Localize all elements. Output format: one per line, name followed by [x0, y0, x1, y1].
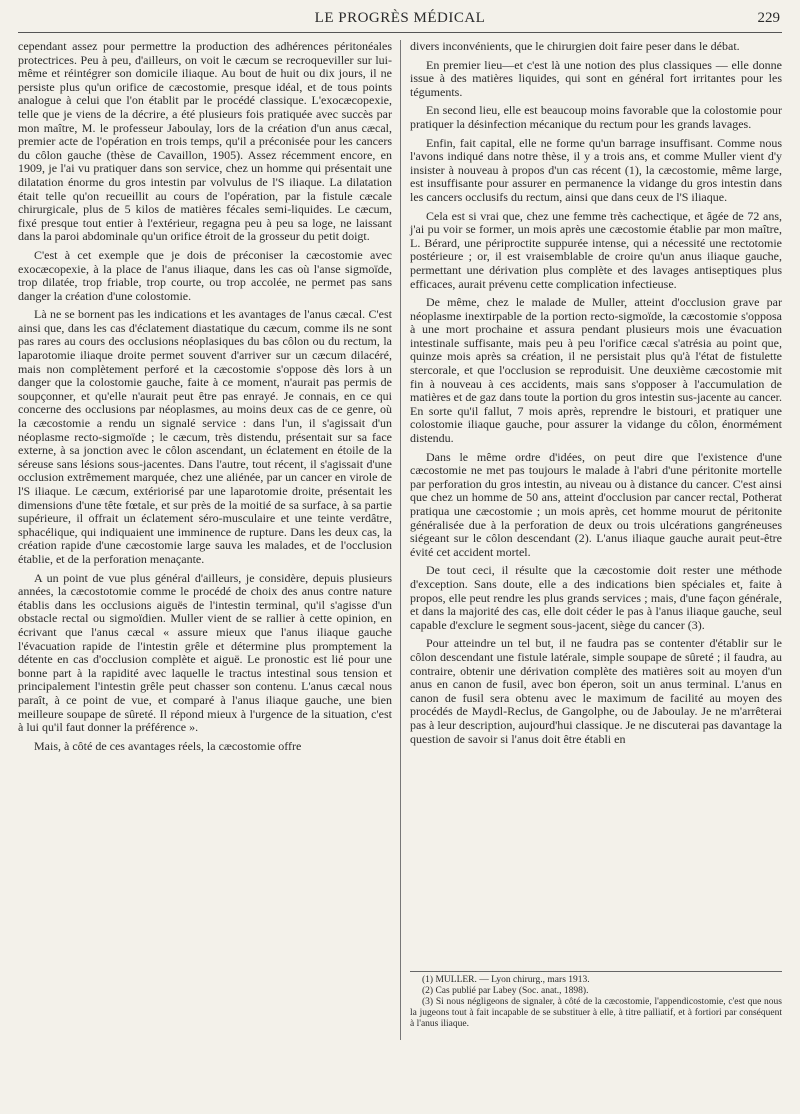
column-divider	[400, 40, 401, 1040]
paragraph: C'est à cet exemple que je dois de préconiser la cæcostomie avec exocæcopexie, à la place de l'anus iliaque, dans les cas où l'anse sigmoïde, trop dilatée, trop friable, trop courte, ou trop accolée, ne permet pas sans danger la création d'une colostomie.	[18, 247, 392, 303]
paragraph: Là ne se bornent pas les indications et les avantages de l'anus cæcal. C'est ainsi que, dans les cas d'éclatement diastatique du cæcum, comme ils ne sont pas rares au cours des occlusions néoplasiques du bas côlon ou du rectum, la laparotomie iliaque droite permet souvent d'arriver sur un cæcum dilacéré, mais non complètement perforé et la cæcostomie s'oppose dès lors à un danger que la colostomie gauche, faite à ce moment, n'aurait pas permis de soupçonner, et qu'elle n'aurait peut être pas enrayé. Je connais, en ce qui concerne des occlusions par néoplasmes, au moins deux cas de ce genre, où la cæcostomie a rendu un signalé service : dans l'un, il s'agissait d'un néoplasme recto-sigmoïde ; le cæcum, très distendu, présentait sur sa face externe, à sa jonction avec le côlon ascendant, un éclatement en étoile de la séreuse sans lésions sous-jacentes. Dans l'autre, tout récent, il s'agissait d'une occlusion extrêmement marquée, chez une aliénée, par un cancer en virole de l'S iliaque. Le cæcum, extériorisé par une laparotomie droite, présentait les dimensions d'une tête fœtale, et sur près de la moitié de sa surface, à sa partie supérieure, il offrait un éclatement séro-musculaire et une teinte verdâtre, sphacélique, qui indiquaient une imminence de rupture. Dans les deux cas, la création rapide d'une cæcostomie large sauva les malades, et de l'occlusion établie, et de la perforation menaçante.	[18, 307, 392, 566]
page-header	[20, 8, 780, 30]
paragraph: Enfin, fait capital, elle ne forme qu'un barrage insuffisant. Comme nous l'avons indiqué dans notre thèse, il y a trois ans, et comme Muller vient d'y insister à nouveau à propos d'un cas récent (1), la cæcostomie, même large, est insuffisante pour assurer en permanence la vidange du gros intestin dans les cancers occlusifs du rectum, ainsi que dans ceux de l'S iliaque.	[410, 135, 782, 204]
paragraph: divers inconvénients, que le chirurgien doit faire peser dans le débat.	[410, 39, 740, 53]
left-column	[18, 40, 392, 753]
paragraph: cependant assez pour permettre la production des adhérences péritonéales protectrices. Peu à peu, d'ailleurs, on voit le cæcum se recroqueviller sur lui-même et réintégrer son domicile iliaque. Au bout de huit ou dix jours, il ne persiste plus qu'un orifice de cæcostomie, presque idéal, et de tous points analogue à celui que l'on établit par le procédé classique. L'exocæcopexie, telle que je viens de la décrire, a été plusieurs fois pratiquée avec succès par mon maître, M. le professeur Jaboulay, lors de la création d'un anus cæcal, premier acte de l'opération en trois temps, qu'il a préconisée pour les cancers du côlon gauche (thèse de Cavaillon, 1905). Assez récemment encore, en 1909, je l'ai vu pratiquer dans son service, chez un homme qui présentait une dilatation énorme du gros intestin par volvulus de l'S iliaque. La dilatation était telle qu'on recueillit au cours de l'opération, par la fistule cæcale chirurgicale, plus de 5 kilos de matières fécales semi-liquides. Le cæcum, fixé presque tout entier à l'extérieur, regagna peu à peu sa loge, ne laissant dans la paroi abdominale qu'un orifice étroit de la grosseur du petit doigt.	[18, 39, 392, 244]
page-number: 229	[757, 10, 780, 26]
paragraph: En premier lieu—et c'est là une notion des plus classiques — elle donne issue à des matières liquides, qui sont en général fort irritantes pour les téguments.	[410, 57, 782, 99]
footnote: (1) MULLER. — Lyon chirurg., mars 1913.	[422, 975, 590, 985]
paragraph: A un point de vue plus général d'ailleurs, je considère, depuis plusieurs années, la cæcostotomie comme le procédé de choix des anus contre nature établis dans les occlusions aiguës de l'intestin terminal, qu'il s'agisse d'un obstacle rectal ou sigmoïdien. Muller vient de se rallier à cette opinion, en écrivant que l'anus cæcal « assure mieux que l'anus iliaque gauche l'évacuation rapide de l'intestin grêle et détermine plus promptement la détente en cas d'occlusion complète et aiguë. Le pronostic est lié pour une bonne part à la rapidité avec laquelle le tractus intestinal sous tension et principalement l'intestin grêle peut chasser son contenu. L'anus cæcal nous paraît, à ce point de vue, et comparé à l'anus iliaque gauche, une bien meilleure soupape de sûreté. Il répond mieux à l'urgence de la situation, c'est à lui qu'il faut donner la préférence ».	[18, 570, 392, 735]
footnote-rule	[410, 971, 782, 972]
paragraph: Mais, à côté de ces avantages réels, la cæcostomie offre	[34, 738, 302, 753]
paragraph: En second lieu, elle est beaucoup moins favorable que la colostomie pour pratiquer la désinfection mécanique du rectum pour les grands lavages.	[410, 103, 782, 131]
right-column	[410, 40, 782, 746]
paragraph: Dans le même ordre d'idées, on peut dire que l'existence d'une cæcostomie ne met pas toujours le malade à l'abri d'une péritonite mortelle par perforation du gros intestin, au niveau ou à distance du cancer. C'est ainsi que chez un homme de 50 ans, atteint d'occlusion par cancer rectal, Potherat pratiqua une cæcostomie ; un mois après, cet homme mourut de péritonite généralisée due à la perforation de deux ou trois ulcérations gangréneuses siégeant sur le côlon descendant (2). L'anus iliaque gauche aurait peut-être évité cet accident mortel.	[410, 449, 782, 559]
footnotes	[410, 975, 782, 1030]
footnote: (3) Si nous négligeons de signaler, à côté de la cæcostomie, l'appendicostomie, c'est que nous la jugeons tout à fait incapable de se substituer à elle, à titre palliatif, et à fortiori par conséquent à l'anus iliaque.	[410, 997, 782, 1029]
journal-title: LE PROGRÈS MÉDICAL	[314, 10, 486, 26]
paragraph: De même, chez le malade de Muller, atteint d'occlusion grave par néoplasme inextirpable de la portion recto-sigmoïde, la cæcostomie s'opposa à une mort prochaine et assura pendant plusieurs mois une évacuation intestinale suffisante, mais peu à peu l'orifice cæcal s'atrésia au point que, quinze mois après sa création, il ne persistait plus qu'à l'état de fistulette stercorale, et que l'occlusion se reproduisit. Une deuxième cæcostomie mit fin à nouveau à ces accidents, mais sans s'opposer à l'accumulation de matières et de gaz dans toute la portion du gros intestin sus-jacente au cancer. En sorte qu'il fallut, 7 mois après, reprendre le bistouri, et pratiquer une colostomie iliaque gauche, pour assurer la vidange du côlon, énormément distendu.	[410, 295, 782, 446]
paragraph: Pour atteindre un tel but, il ne faudra pas se contenter d'établir sur le côlon descendant une fistule latérale, simple soupape de sûreté ; il faudra, au contraire, obtenir une dérivation complète des matières soit au moyen d'un anus en canon de fusil, avec bon éperon, soit un anus terminal. L'anus en canon de fusil sera obtenu avec le maximum de facilité au moyen des procédés de Maydl-Reclus, de Gangolphe, ou de Jaboulay. Je ne m'arrêterai pas à leur description, aujourd'hui classique. Je ne discuterai pas davantage la question de savoir si l'anus doit être établi en	[410, 636, 782, 746]
paragraph: De tout ceci, il résulte que la cæcostomie doit rester une méthode d'exception. Sans doute, elle a des indications bien spéciales et, faite à propos, elle peut rendre les plus grands services ; mais, d'une façon générale, et dans la majorité des cas, elle doit céder le pas à l'anus iliaque gauche, seul capable d'exclure le segment sous-jacent, siège du cancer (3).	[410, 563, 782, 632]
footnote: (2) Cas publié par Labey (Soc. anat., 1898).	[422, 986, 589, 996]
header-rule	[18, 32, 782, 33]
paragraph: Cela est si vrai que, chez une femme très cachectique, et âgée de 72 ans, j'ai pu voir se former, un mois après une cæcostomie établie par mon maître, L. Bérard, une périproctite suppurée intense, qui a nécessité une rectotomie postérieure ; or, il est vraisemblable de croire qu'un anus iliaque gauche, permettant une dérivation plus complète et des lavages antiseptiques plus efficaces, aurait prévenu cette complication infectieuse.	[410, 208, 782, 291]
